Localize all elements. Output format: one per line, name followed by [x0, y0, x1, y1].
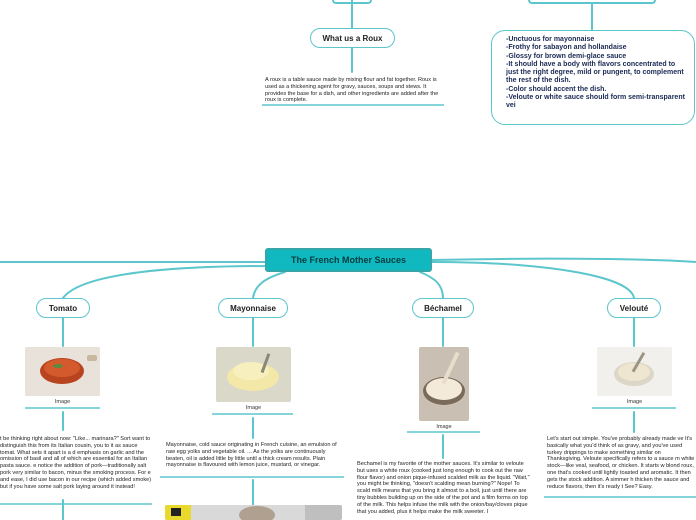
- branch-veloute-label: Velouté: [619, 303, 649, 313]
- branch-bechamel[interactable]: [412, 298, 474, 318]
- tomato-note: t be thinking right about now: "Like... marinara?" Sort want to distinguish this from its Italian cousin, you to it as sauce tomat. What sets it apart is a d emphasis on garlic and the omission of basil and all of which are essential for an Italian pasta sauce. e notice the addition of pork—traditionally salt pork very similar to bacon, minus the smoking process. For e and ease, I did use bacon in our recipe (which added smoke) but if you have some salt pork laying around it instead!: [0, 436, 152, 490]
- veloute-image-caption: Image: [626, 399, 643, 405]
- central-topic-label: The French Mother Sauces: [290, 255, 407, 265]
- property-line: -Unctuous for mayonnaise: [506, 36, 595, 43]
- property-line: -Veloute or white sauce should form semi-transparent vei: [506, 94, 685, 110]
- roux-topic-label: What us a Roux: [322, 33, 383, 43]
- branch-veloute[interactable]: [607, 298, 661, 318]
- sauce-properties-box[interactable]: [491, 30, 695, 125]
- parent-node-stub: [332, 0, 372, 4]
- property-line: -It should have a body with flavors concentrated to just the right degree, mild or pungent, to complement the rest of the dish.: [506, 60, 684, 85]
- roux-topic[interactable]: [310, 28, 395, 48]
- central-topic[interactable]: [265, 248, 432, 272]
- property-line: -Glossy for brown demi-glace sauce: [506, 52, 627, 60]
- bechamel-image-caption: Image: [436, 424, 452, 430]
- tomato-sauce-image[interactable]: [25, 347, 100, 396]
- property-line: -Frothy for sabayon and hollandaise: [506, 44, 627, 52]
- branch-mayonnaise[interactable]: [218, 298, 288, 318]
- bechamel-image[interactable]: [419, 347, 469, 421]
- mayonnaise-image-caption: Image: [245, 405, 262, 411]
- roux-note: A roux is a table sauce made by mixing flour and fat together. Roux is used as a thickening agent for gravy, sauces, soups and stews. It provides the base for a dish, and other ingredients are added after the roux is complete.: [265, 77, 439, 104]
- bechamel-note: Bechamel is my favorite of the mother sauces. It's similar to veloute but uses a white roux (cooked just long enough to cook out the raw flour flavor) and onion pique-infused scalded milk as the liquid. "Wait," you might be thinking, "doesn't scalding mean burning?" Nope! To scald milk means that you bring it almost to a boil, just until there are tiny bubbles building up on the side of the pot and a film forms on top of the milk. This helps infuse the milk with the onion/bay/cloves pique that you added, plus it helps make the milk sweeter. I: [357, 461, 530, 515]
- veloute-image[interactable]: [597, 347, 672, 396]
- branch-tomato-label: Tomato: [48, 303, 78, 313]
- veloute-note: Let's start out simple. You've probably already made ve It's basically what you'd think of as gravy, and you've used turkey drippings to make something similar on Thanksgiving. Veloute specifically refers to a sauce m white stock—like veal, seafood, or chicken. It starts w blond roux, one that's cooked until lightly toasted and aromatic. It then gets the stock addition. A simmer h thicken the sauce and reduce flavors, then it's ready t See? Easy.: [547, 436, 695, 490]
- mayonnaise-extra-image[interactable]: [165, 505, 342, 520]
- property-line: -Color should accent the dish.: [506, 85, 607, 93]
- mayonnaise-note: Mayonnaise, cold sauce originating in French cuisine, an emulsion of raw egg yolks and vegetable oil. ... As the yolks are continuously beaten, oil is added little by little until a thick cream results. Plain mayonnaise is flavoured with lemon juice, mustard, or vinegar.: [166, 442, 337, 469]
- branch-bechamel-label: Béchamel: [424, 303, 462, 313]
- tomato-image-caption: Image: [54, 399, 71, 405]
- branch-tomato[interactable]: [36, 298, 90, 318]
- mayonnaise-image[interactable]: [216, 347, 291, 402]
- branch-mayonnaise-label: Mayonnaise: [230, 303, 276, 313]
- parent-node-stub: [528, 0, 656, 4]
